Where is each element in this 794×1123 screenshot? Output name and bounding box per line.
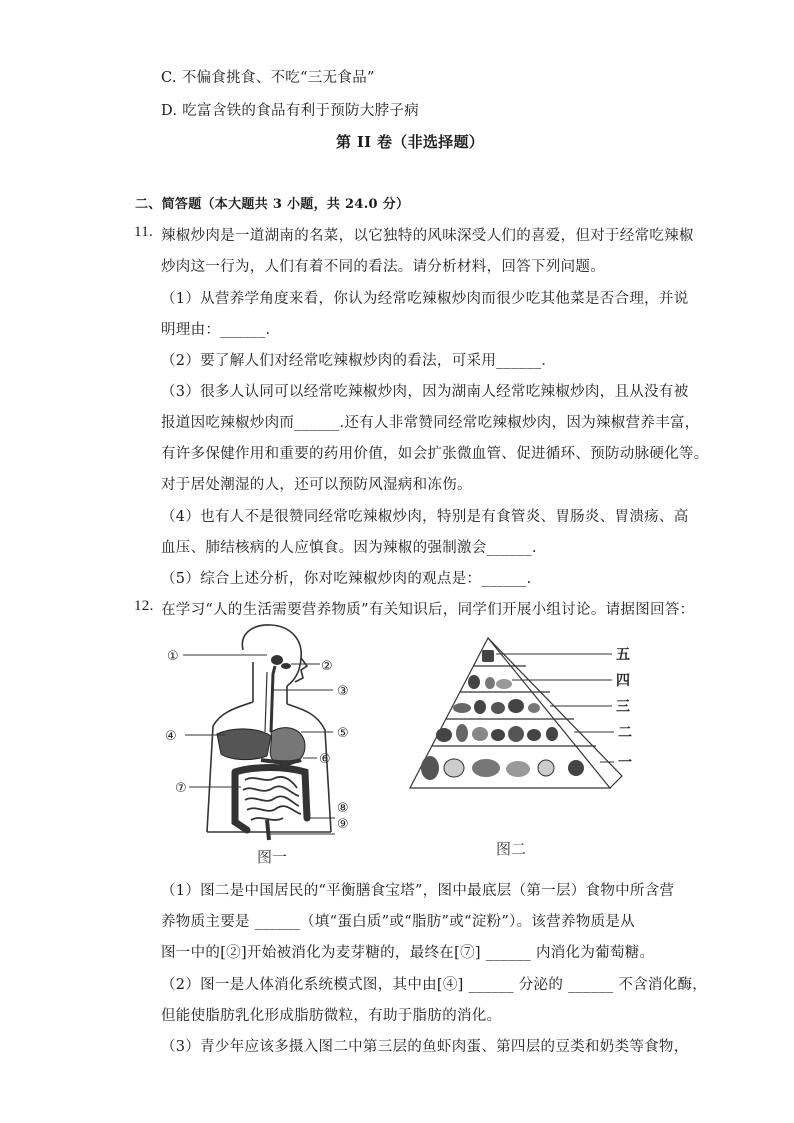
section-heading: 二、简答题（本大题共 3 小题，共 24.0 分）	[135, 197, 410, 212]
question-11-part3-line2: 报道因吃辣椒炒肉而______.还有人非常赞同经常吃辣椒炒肉，因为辣椒营养丰富，	[161, 415, 700, 431]
fig1-label-5: ⑤	[337, 726, 349, 741]
question-12-part3-line1: （3）青少年应该多摄入图二中第三层的鱼虾肉蛋、第四层的豆类和奶类等食物，	[161, 1039, 689, 1055]
question-11-part1-line2: 明理由：______．	[161, 322, 281, 338]
pyramid-level-4: 四	[616, 673, 630, 689]
question-11-part1-line1: （1）从营养学角度来看，你认为经常吃辣椒炒肉而很少吃其他菜是否合理，并说	[161, 291, 689, 307]
fig1-label-8: ⑧	[337, 801, 349, 816]
question-12-part1-line1: （1）图二是中国居民的“平衡膳食宝塔”，图中最底层（第一层）食物中所含营	[161, 883, 675, 899]
question-12-part2-line1: （2）图一是人体消化系统模式图，其中由[④] ______ 分泌的 ______ 不含消化酶，	[161, 977, 708, 993]
question-11-part4-line2: 血压、肺结核病的人应慎食。因为辣椒的强制激会______.	[161, 540, 537, 556]
fig1-label-2: ②	[321, 659, 333, 674]
question-11-part4-line1: （4）也有人不是很赞同经常吃辣椒炒肉，特别是有食管炎、胃肠炎、胃溃疡、高	[161, 509, 689, 525]
question-11-part5: （5）综合上述分析，你对吃辣椒炒肉的观点是：______.	[161, 571, 532, 587]
question-11-part2: （2）要了解人们对经常吃辣椒炒肉的看法，可采用______．	[161, 353, 557, 369]
pyramid-level-5: 五	[616, 647, 630, 663]
question-11-part3-line4: 对于居处潮湿的人，还可以预防风湿病和冻伤。	[161, 477, 472, 493]
food-pyramid-figure	[400, 628, 650, 863]
question-12-stem: 在学习“人的生活需要营养物质”有关知识后，同学们开展小组讨论。请据图回答：	[161, 602, 695, 618]
fig1-label-6: ⑥	[319, 752, 331, 767]
question-12-part1-line3: 图一中的[②]开始被消化为麦芽糖的，最终在[⑦] ______ 内消化为葡萄糖。	[161, 945, 655, 961]
pyramid-level-2: 二	[618, 725, 632, 741]
figure-2-caption: 图二	[496, 840, 527, 858]
question-12-part2-line2: 但能使脂肪乳化形成脂肪微粒，有助于脂肪的消化。	[161, 1008, 502, 1024]
question-11-part3-line1: （3）很多人认同可以经常吃辣椒炒肉，因为湖南人经常吃辣椒炒肉，且从没有被	[161, 384, 689, 400]
option-d: D. 吃富含铁的食品有利于预防大脖子病	[161, 103, 420, 119]
question-12-number: 12.	[134, 598, 154, 614]
pyramid-level-1: 一	[618, 755, 632, 771]
fig1-label-1: ①	[167, 649, 179, 664]
fig1-label-9: ⑨	[337, 817, 349, 832]
section-title: 第 II 卷（非选择题）	[336, 133, 485, 151]
question-11-stem-line1: 辣椒炒肉是一道湖南的名菜，以它独特的风味深受人们的喜爱，但对于经常吃辣椒	[161, 228, 694, 244]
option-c: C. 不偏食挑食、不吃“三无食品”	[161, 70, 375, 86]
question-12-part1-line2: 养物质主要是 ______（填“蛋白质”或“脂肪”或“淀粉”）。该营养物质是从	[161, 914, 636, 930]
figure-1-caption: 图一	[257, 848, 288, 866]
digestive-system-figure	[155, 622, 370, 867]
question-11-part3-line3: 有许多保健作用和重要的药用价值，如会扩张微血管、促进循环、预防动脉硬化等。	[161, 446, 709, 462]
question-11-stem-line2: 炒肉这一行为，人们有着不同的看法。请分析材料，回答下列问题。	[161, 259, 605, 275]
fig1-label-7: ⑦	[175, 781, 187, 796]
fig1-label-4: ④	[165, 729, 177, 744]
question-11-number: 11.	[134, 224, 154, 240]
fig1-label-3: ③	[337, 684, 349, 699]
pyramid-level-3: 三	[616, 699, 630, 715]
